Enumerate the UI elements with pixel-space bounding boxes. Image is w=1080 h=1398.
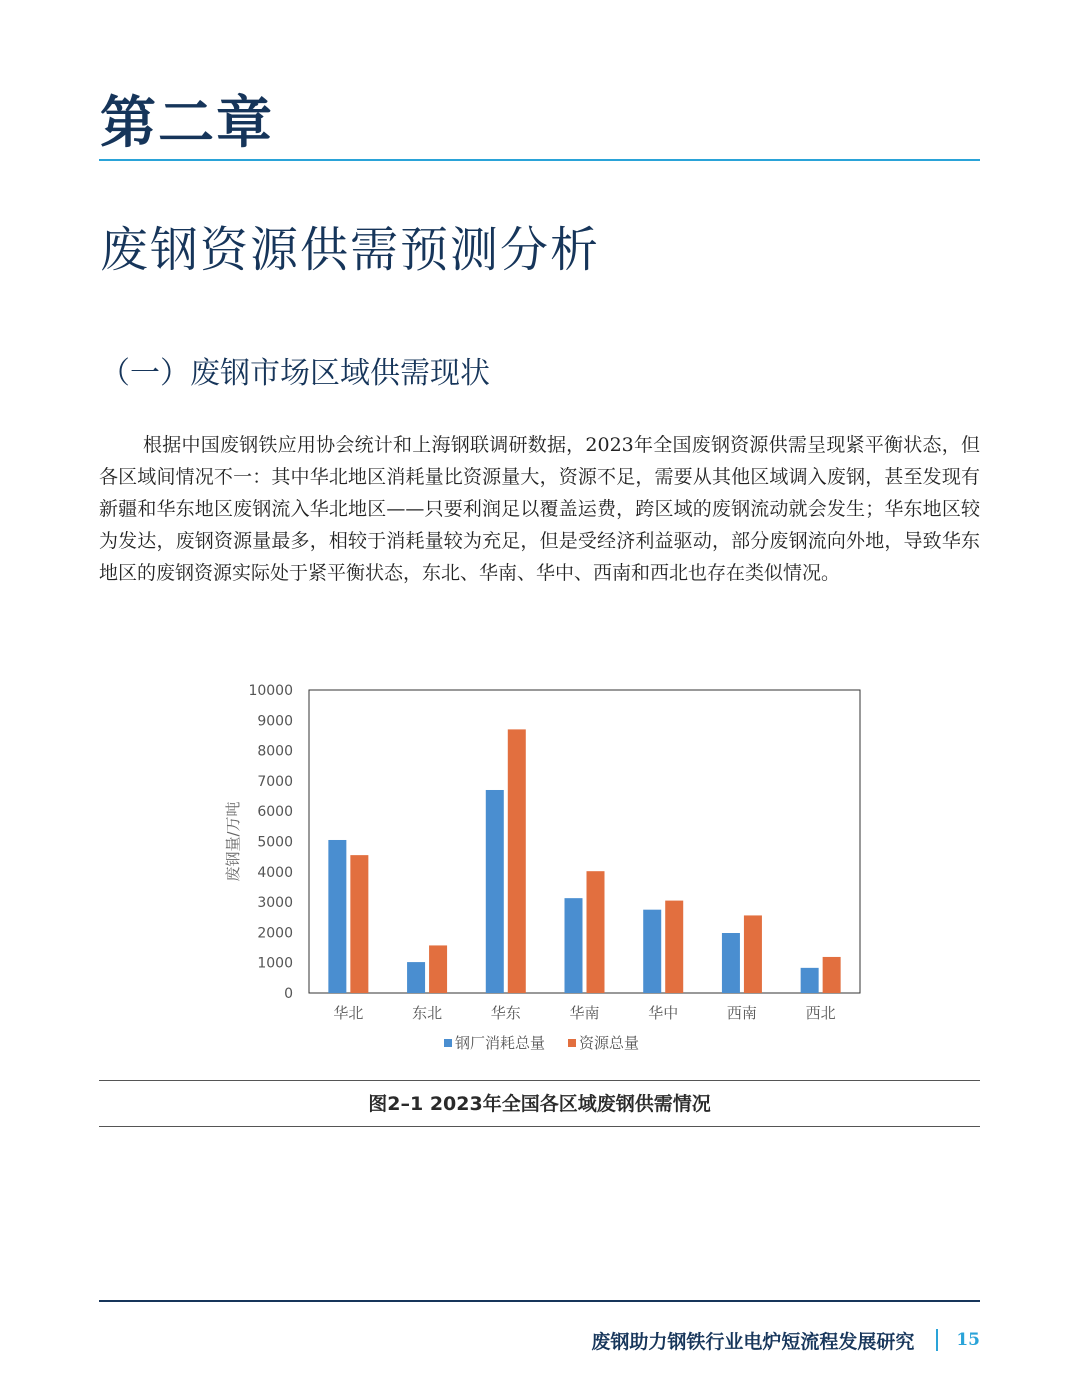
x-tick-label: 东北	[412, 1004, 443, 1022]
bar-consumption	[486, 790, 504, 993]
chart-labels	[333, 1004, 835, 1022]
legend-label: 资源总量	[579, 1034, 640, 1052]
page-number: 15	[956, 1330, 980, 1350]
bar-resource	[587, 871, 605, 993]
footer-book-title: 废钢助力钢铁行业电炉短流程发展研究	[591, 1330, 915, 1353]
figure-rule-bottom	[99, 1126, 980, 1127]
y-tick-label: 6000	[257, 804, 293, 821]
legend-swatch	[444, 1039, 452, 1047]
bar-consumption	[407, 962, 425, 993]
bar-resource	[744, 915, 762, 993]
bar-consumption	[328, 840, 346, 993]
y-tick-label: 4000	[257, 864, 293, 881]
footer-separator	[936, 1329, 938, 1351]
figure-caption: 图2–1 2023年全国各区域废钢供需情况	[368, 1093, 711, 1115]
bar-resource	[823, 957, 841, 993]
chart-bars	[328, 729, 840, 993]
chart-legend	[444, 1034, 639, 1052]
legend-label: 钢厂消耗总量	[455, 1034, 546, 1052]
bar-resource	[665, 901, 683, 993]
plot-frame	[309, 690, 860, 993]
y-tick-label: 9000	[257, 713, 293, 730]
bar-consumption	[722, 933, 740, 993]
section-heading: （一）废钢市场区域供需现状	[100, 356, 490, 391]
y-tick-label: 0	[284, 986, 293, 1002]
footer-divider	[99, 1300, 980, 1302]
chart-axes	[224, 683, 860, 1002]
y-tick-label: 1000	[257, 955, 293, 972]
x-tick-label: 西南	[726, 1004, 757, 1022]
bar-resource	[508, 729, 526, 993]
bar-consumption	[643, 910, 661, 993]
x-tick-label: 华北	[333, 1004, 364, 1022]
bar-consumption	[565, 898, 583, 993]
y-axis-label: 废钢量/万吨	[224, 801, 242, 882]
bar-chart	[210, 672, 890, 1072]
bar-resource	[429, 945, 447, 993]
x-tick-label: 华中	[648, 1004, 679, 1022]
chapter-label: 第二章	[100, 91, 274, 156]
chapter-title: 废钢资源供需预测分析	[100, 222, 601, 278]
page-footer	[591, 1322, 980, 1358]
chapter-divider	[99, 159, 980, 161]
bar-consumption	[801, 968, 819, 993]
figure-rule-top	[99, 1080, 980, 1081]
body-paragraph: 根据中国废钢铁应用协会统计和上海钢联调研数据，2023年全国废钢资源供需呈现紧平衡状态，但各区域间情况不一：其中华北地区消耗量比资源量大，资源不足，需要从其他区域调入废钢，甚至发现有新疆和华东地区废钢流入华北地区——只要利润足以覆盖运费，跨区域的废钢流动就会发生；华东地区较为发达，废钢资源量最多，相较于消耗量较为充足，但是受经济利益驱动，部分废钢流向外地，导致华东地区的废钢资源实际处于紧平衡状态，东北、华南、华中、西南和西北也存在类似情况。	[99, 434, 980, 584]
y-tick-label: 7000	[257, 773, 293, 790]
x-tick-label: 华南	[569, 1004, 600, 1022]
y-tick-label: 3000	[257, 895, 293, 912]
bar-resource	[350, 855, 368, 993]
x-tick-label: 西北	[805, 1004, 836, 1022]
y-tick-label: 2000	[257, 925, 293, 942]
y-tick-label: 10000	[248, 683, 293, 699]
y-tick-label: 8000	[257, 743, 293, 760]
legend-swatch	[568, 1039, 576, 1047]
x-tick-label: 华东	[490, 1004, 521, 1022]
y-tick-label: 5000	[257, 834, 293, 851]
